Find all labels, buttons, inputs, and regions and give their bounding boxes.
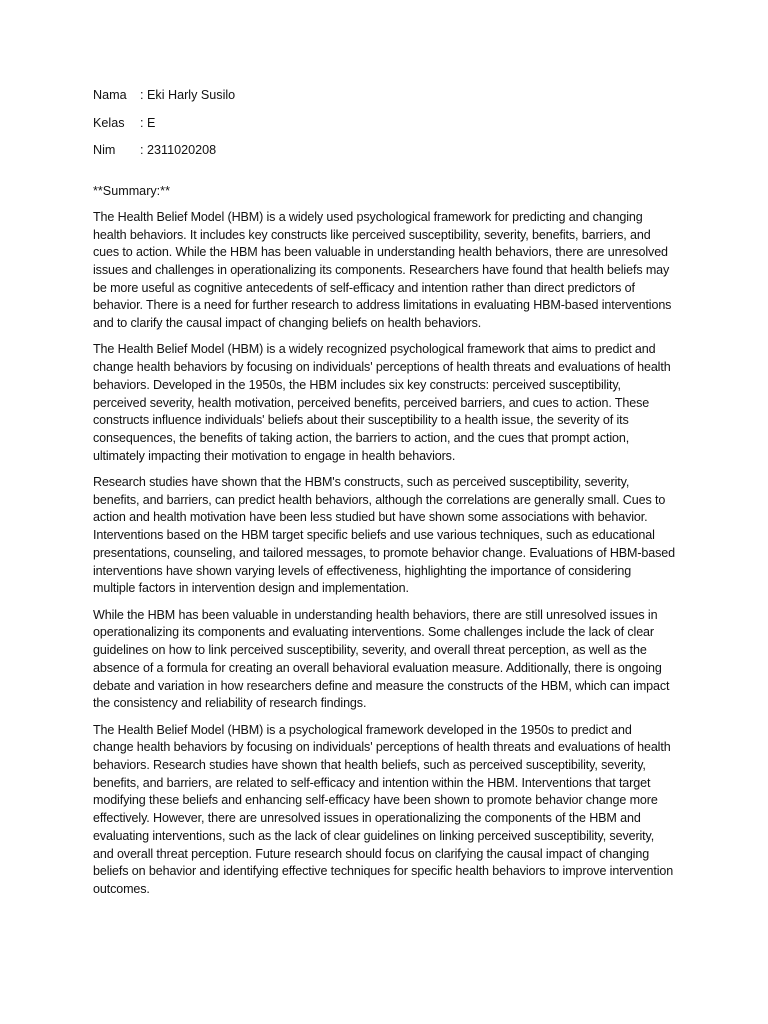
summary-heading: **Summary:**	[93, 184, 170, 198]
nim-row	[93, 141, 675, 160]
paragraph-2: The Health Belief Model (HBM) is a widely recognized psychological framework that aims to predict and change health behaviors by focusing on individuals' perceptions of health threats and evaluations of health behaviors. Developed in the 1950s, the HBM includes six key constructs: perceived susceptibility, perceived severity, health motivation, perceived benefits, perceived barriers, and cues to action. These constructs influence individuals' beliefs about their susceptibility to a health issue, the severity of its consequences, the benefits of taking action, the barriers to action, and the cues that prompt action, ultimately impacting their motivation to engage in health behaviors.	[93, 342, 671, 463]
paragraph-1: The Health Belief Model (HBM) is a widely used psychological framework for predicting and changing health behaviors. It includes key constructs like perceived susceptibility, severity, benefits, barriers, and cues to action. While the HBM has been valuable in understanding health behaviors, there are unresolved issues and challenges in operationalizing its components. Researchers have found that health beliefs may be more useful as cognitive antecedents of self-efficacy and intention rather than direct predictors of behavior. There is a need for further research to address limitations in evaluating HBM-based interventions and to clarify the causal impact of changing beliefs on health behaviors.	[93, 209, 672, 331]
nim-value: : 2311020208	[140, 143, 217, 157]
nama-label: Nama	[93, 88, 127, 102]
paragraph-5: The Health Belief Model (HBM) is a psychological framework developed in the 1950s to predict and change health behaviors by focusing on individuals' perceptions of health threats and evaluations of health behaviors. Research studies have shown that health beliefs, such as perceived susceptibility, severity, benefits, and barriers, are related to self-efficacy and intention within the HBM. Interventions that target modifying these beliefs and enhancing self-efficacy have been shown to promote behavior change more effectively. However, there are unresolved issues in operationalizing the components of the HBM and evaluating interventions, such as the lack of clear guidelines on linking perceived susceptibility, severity, and overall threat perception. Future research should focus on clarifying the causal impact of changing beliefs on behavior and identifying effective techniques for specific health behaviors to improve intervention outcomes.	[93, 722, 674, 897]
nim-label: Nim	[93, 143, 116, 157]
kelas-value: : E	[140, 115, 156, 130]
kelas-label: Kelas	[93, 115, 125, 130]
paragraph-3: Research studies have shown that the HBM's constructs, such as perceived susceptibility, severity, benefits, and barriers, can predict health behaviors, although the correlations are generally small. Cues to action and health motivation have been less studied but have shown some associations with behavior. Interventions based on the HBM target specific beliefs and use various techniques, such as educational presentations, counseling, and tailored messages, to promote behavior change. Evaluations of HBM-based interventions have shown varying levels of effectiveness, highlighting the importance of considering multiple factors in intervention design and implementation.	[93, 475, 675, 596]
nama-row	[93, 86, 675, 105]
document-page	[93, 86, 675, 907]
nama-value: : Eki Harly Susilo	[140, 88, 236, 102]
kelas-row	[93, 114, 675, 133]
paragraph-4: While the HBM has been valuable in understanding health behaviors, there are still unresolved issues in operationalizing its components and evaluating interventions. Some challenges include the lack of clear guidelines on how to link perceived susceptibility, severity, and overall threat perception, as well as the absence of a formula for creating an overall behavioral evaluation measure. Additionally, there is ongoing debate and variation in how researchers define and measure the constructs of the HBM, which can impact the consistency and reliability of research findings.	[93, 607, 670, 711]
